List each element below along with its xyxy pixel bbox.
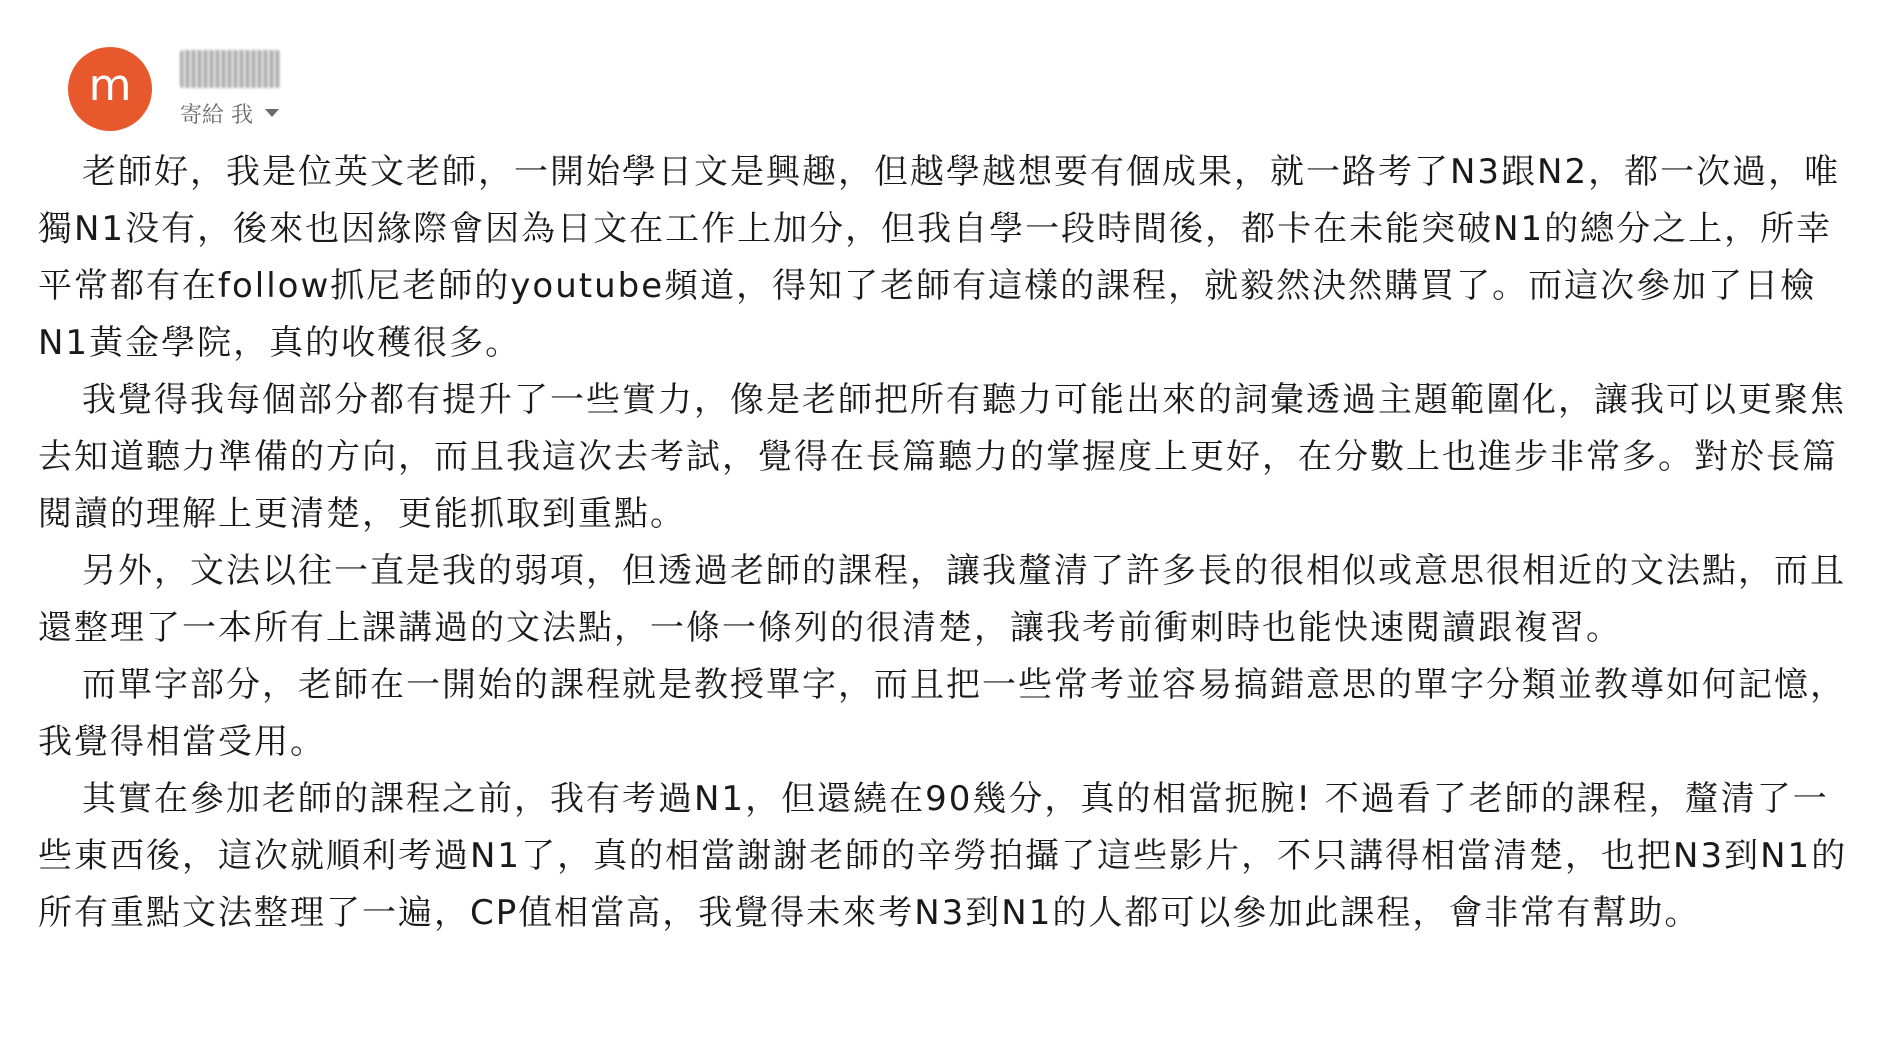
message-paragraph: 我覺得我每個部分都有提升了一些實力，像是老師把所有聽力可能出來的詞彙透過主題範圍化，讓我可以更聚焦去知道聽力準備的方向，而且我這次去考試，覺得在長篇聽力的掌握度上更好，在分數上也進步非常多。對於長篇閱讀的理解上更清楚，更能抓取到重點。 <box>38 380 1846 534</box>
message-paragraph: 而單字部分，老師在一開始的課程就是教授單字，而且把一些常考並容易搞錯意思的單字分類並教導如何記憶，我覺得相當受用。 <box>38 665 1846 762</box>
chevron-down-icon[interactable] <box>265 109 279 117</box>
message-paragraph: 老師好，我是位英文老師，一開始學日文是興趣，但越學越想要有個成果，就一路考了N3跟N2，都一次過，唯獨N1没有，後來也因緣際會因為日文在工作上加分，但我自學一段時間後，都卡在未能突破N1的總分之上，所幸平常都有在follow抓尼老師的youtube頻道，得知了老師有這樣的課程，就毅然決然購買了。而這次參加了日檢N1黃金學院，真的收穫很多。 <box>38 152 1841 363</box>
message-paragraph: 另外，文法以往一直是我的弱項，但透過老師的課程，讓我釐清了許多長的很相似或意思很相近的文法點，而且還整理了一本所有上課講過的文法點，一條一條列的很清楚，讓我考前衝刺時也能快速閱讀跟複習。 <box>38 551 1846 648</box>
sender-name-blurred <box>180 50 280 88</box>
sender-avatar[interactable]: m <box>68 47 152 131</box>
message-header <box>68 44 280 134</box>
message-body <box>38 144 1858 942</box>
recipient-label: 寄給 我 <box>180 102 253 128</box>
recipient-row[interactable] <box>180 98 280 129</box>
sender-info <box>180 50 280 129</box>
message-paragraph: 其實在參加老師的課程之前，我有考過N1，但還繞在90幾分，真的相當扼腕! 不過看了老師的課程，釐清了一些東西後，這次就順利考過N1了，真的相當謝謝老師的辛勞拍攝了這些影片，不只講得相當清楚，也把N3到N1的所有重點文法整理了一遍，CP值相當高，我覺得未來考N3到N1的人都可以參加此課程，會非常有幫助。 <box>38 779 1848 933</box>
